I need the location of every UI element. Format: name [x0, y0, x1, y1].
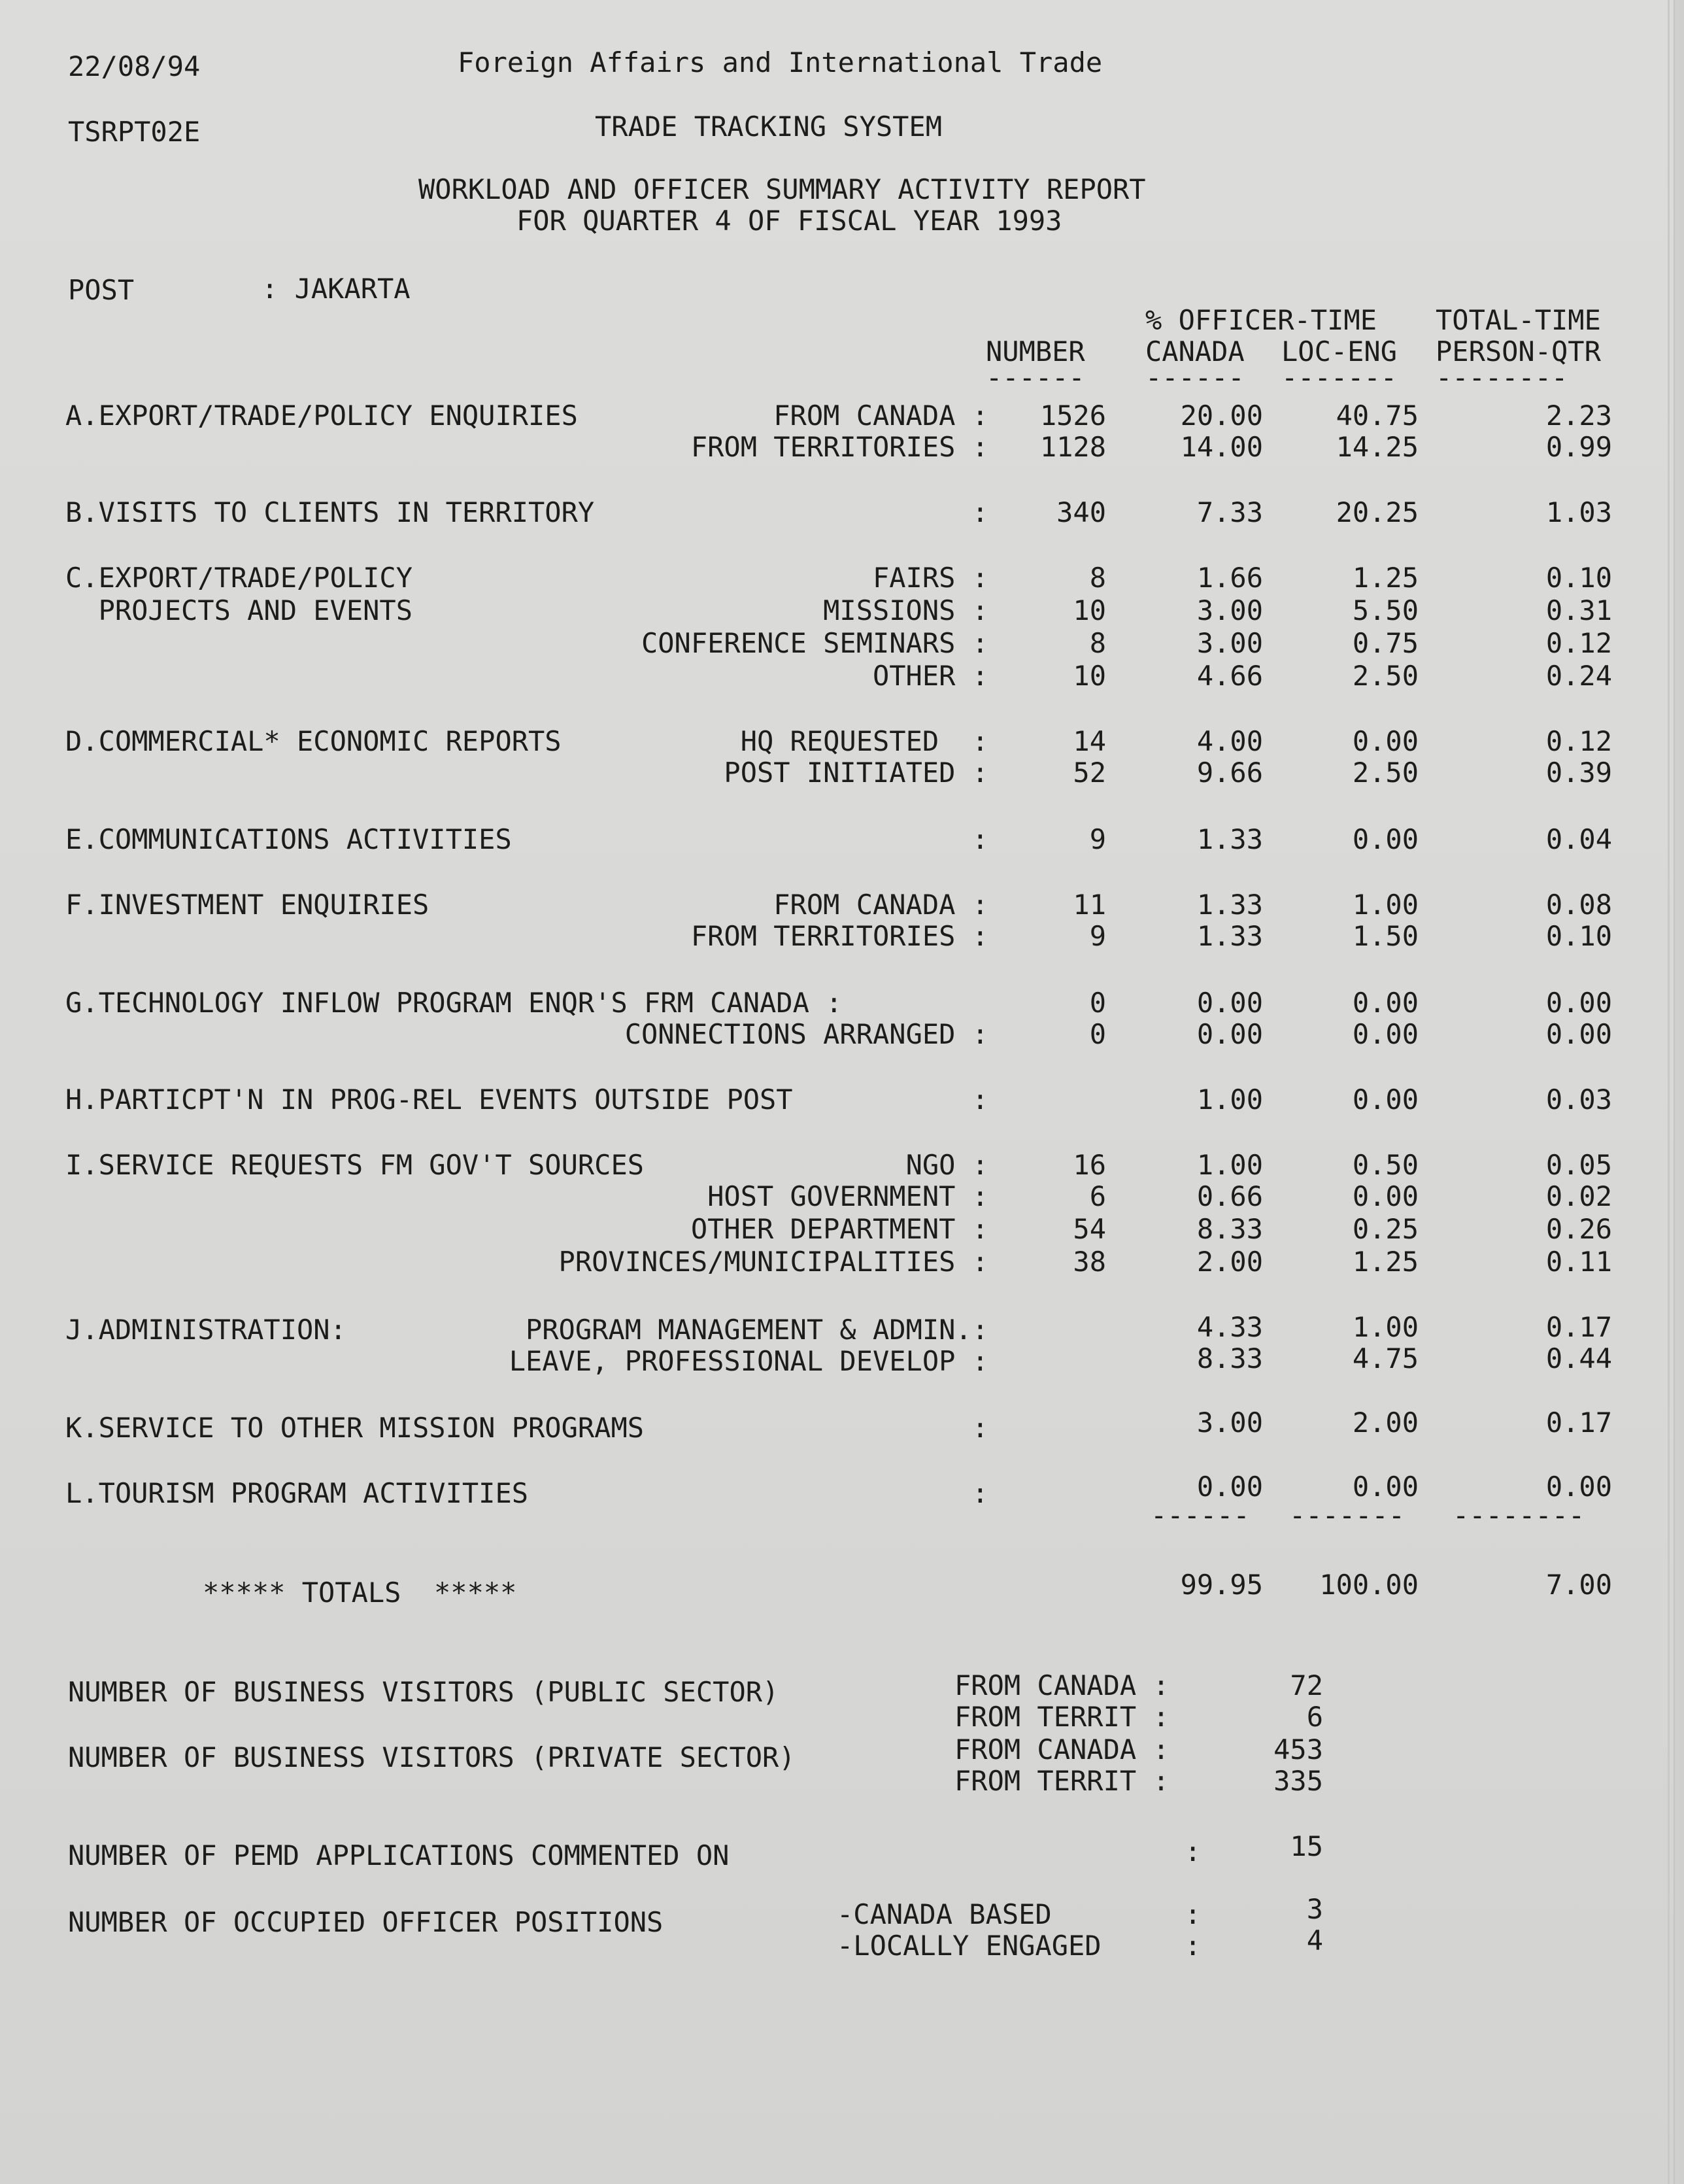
total-time-heading: TOTAL-TIME — [1436, 304, 1601, 336]
row-i2-number: 6 — [1089, 1180, 1106, 1212]
report-code: TSRPT02E — [68, 116, 201, 148]
row-i2-sub: HOST GOVERNMENT : — [707, 1180, 988, 1212]
row-k-category: K.SERVICE TO OTHER MISSION PROGRAMS — [65, 1412, 645, 1444]
row-c4-sub: OTHER : — [872, 660, 988, 692]
public-visitors-label: NUMBER OF BUSINESS VISITORS (PUBLIC SECTOR) — [68, 1676, 779, 1708]
public-from-canada-value: 72 — [1290, 1669, 1323, 1701]
row-j1-personqtr: 0.17 — [1545, 1311, 1612, 1343]
row-c3-number: 8 — [1089, 627, 1106, 659]
row-j1-canada: 4.33 — [1196, 1311, 1263, 1343]
row-f2-canada: 1.33 — [1196, 920, 1263, 952]
totals-personqtr: 7.00 — [1545, 1569, 1612, 1601]
row-f1-number: 11 — [1073, 889, 1106, 921]
pct-officer-time-heading: % OFFICER-TIME — [1145, 304, 1377, 336]
row-l-canada: 0.00 — [1196, 1471, 1263, 1503]
row-d-category: D.COMMERCIAL* ECONOMIC REPORTS — [65, 725, 562, 757]
canada-based-colon: : — [1185, 1898, 1202, 1930]
row-g1-personqtr: 0.00 — [1545, 987, 1612, 1019]
row-c4-number: 10 — [1073, 660, 1106, 692]
row-d2-sub: POST INITIATED : — [724, 757, 988, 789]
row-i1-canada: 1.00 — [1196, 1149, 1263, 1181]
row-i-category: I.SERVICE REQUESTS FM GOV'T SOURCES — [65, 1149, 645, 1181]
row-g2-canada: 0.00 — [1196, 1018, 1263, 1050]
row-c-category: C.EXPORT/TRADE/POLICY — [65, 562, 413, 594]
row-a2-canada: 14.00 — [1180, 431, 1263, 463]
row-c4-loceng: 2.50 — [1352, 660, 1419, 692]
row-d2-loceng: 2.50 — [1352, 757, 1419, 789]
row-i2-personqtr: 0.02 — [1545, 1180, 1612, 1212]
row-i2-loceng: 0.00 — [1352, 1180, 1419, 1212]
row-g2-number: 0 — [1089, 1018, 1106, 1050]
row-c1-sub: FAIRS : — [872, 562, 988, 594]
row-d1-sub: HQ REQUESTED : — [740, 725, 988, 757]
row-c2-number: 10 — [1073, 594, 1106, 626]
paper-edge-line — [1668, 0, 1670, 2184]
loc-eng-underline: ------- — [1281, 362, 1398, 394]
row-a-category: A.EXPORT/TRADE/POLICY ENQUIRIES — [65, 400, 578, 432]
row-d1-canada: 4.00 — [1196, 725, 1263, 757]
row-j-category: J.ADMINISTRATION: — [65, 1314, 346, 1346]
loc-eng-heading: LOC-ENG — [1281, 335, 1398, 367]
row-l-loceng: 0.00 — [1352, 1471, 1419, 1503]
private-visitors-label: NUMBER OF BUSINESS VISITORS (PRIVATE SECTOR) — [68, 1741, 796, 1773]
pemd-value: 15 — [1290, 1830, 1323, 1862]
row-k-personqtr: 0.17 — [1545, 1407, 1612, 1439]
row-g2-personqtr: 0.00 — [1545, 1018, 1612, 1050]
row-i3-personqtr: 0.26 — [1545, 1213, 1612, 1245]
totals-personqtr-underline: -------- — [1453, 1499, 1585, 1531]
row-e-category: E.COMMUNICATIONS ACTIVITIES — [65, 823, 512, 855]
row-l-sub: : — [971, 1477, 988, 1509]
canada-heading: CANADA — [1145, 335, 1245, 367]
row-g1-loceng: 0.00 — [1352, 987, 1419, 1019]
row-c3-loceng: 0.75 — [1352, 627, 1419, 659]
private-from-canada-value: 453 — [1273, 1733, 1323, 1766]
row-h-sub: : — [971, 1083, 988, 1116]
pemd-label: NUMBER OF PEMD APPLICATIONS COMMENTED ON — [68, 1839, 730, 1871]
totals-label: ***** TOTALS ***** — [203, 1577, 517, 1609]
row-b-sub: : — [971, 496, 988, 528]
canada-based-value: 3 — [1306, 1893, 1323, 1925]
person-qtr-underline: -------- — [1436, 362, 1568, 394]
row-a1-personqtr: 2.23 — [1545, 400, 1612, 432]
row-b-canada: 7.33 — [1196, 496, 1263, 528]
row-d1-personqtr: 0.12 — [1545, 725, 1612, 757]
row-c1-number: 8 — [1089, 562, 1106, 594]
public-from-territ-value: 6 — [1306, 1701, 1323, 1733]
row-a1-number: 1526 — [1039, 400, 1106, 432]
canada-underline: ------ — [1145, 362, 1245, 394]
public-from-canada-label: FROM CANADA : — [954, 1669, 1170, 1701]
row-k-loceng: 2.00 — [1352, 1407, 1419, 1439]
row-g-category: G.TECHNOLOGY INFLOW PROGRAM ENQR'S FRM CANADA : — [65, 987, 843, 1019]
row-i3-canada: 8.33 — [1196, 1213, 1263, 1245]
row-e-loceng: 0.00 — [1352, 823, 1419, 855]
row-h-canada: 1.00 — [1196, 1083, 1263, 1116]
row-f1-canada: 1.33 — [1196, 889, 1263, 921]
row-k-sub: : — [971, 1412, 988, 1444]
row-j2-canada: 8.33 — [1196, 1342, 1263, 1374]
row-i3-loceng: 0.25 — [1352, 1213, 1419, 1245]
row-d1-loceng: 0.00 — [1352, 725, 1419, 757]
row-f2-personqtr: 0.10 — [1545, 920, 1612, 952]
row-h-loceng: 0.00 — [1352, 1083, 1419, 1116]
private-from-canada-label: FROM CANADA : — [954, 1733, 1170, 1766]
row-c2-sub: MISSIONS : — [823, 594, 988, 626]
row-d2-number: 52 — [1073, 757, 1106, 789]
row-i3-number: 54 — [1073, 1213, 1106, 1245]
row-g1-canada: 0.00 — [1196, 987, 1263, 1019]
row-i1-loceng: 0.50 — [1352, 1149, 1419, 1181]
row-c3-canada: 3.00 — [1196, 627, 1263, 659]
row-g2-loceng: 0.00 — [1352, 1018, 1419, 1050]
positions-label: NUMBER OF OCCUPIED OFFICER POSITIONS — [68, 1906, 664, 1938]
row-c1-personqtr: 0.10 — [1545, 562, 1612, 594]
row-d2-personqtr: 0.39 — [1545, 757, 1612, 789]
row-k-canada: 3.00 — [1196, 1407, 1263, 1439]
row-l-category: L.TOURISM PROGRAM ACTIVITIES — [65, 1477, 529, 1509]
report-subtitle: FOR QUARTER 4 OF FISCAL YEAR 1993 — [516, 205, 1062, 237]
row-f2-loceng: 1.50 — [1352, 920, 1419, 952]
row-f1-sub: FROM CANADA : — [773, 889, 988, 921]
paper-edge — [1674, 0, 1684, 2184]
row-c1-canada: 1.66 — [1196, 562, 1263, 594]
post-label: POST — [68, 274, 135, 306]
totals-loceng: 100.00 — [1319, 1569, 1419, 1601]
row-h-category: H.PARTICPT'N IN PROG-REL EVENTS OUTSIDE POST — [65, 1083, 793, 1116]
row-i1-sub: NGO : — [905, 1149, 988, 1181]
row-i4-personqtr: 0.11 — [1545, 1246, 1612, 1278]
number-heading: NUMBER — [986, 335, 1085, 367]
row-c3-personqtr: 0.12 — [1545, 627, 1612, 659]
row-d1-number: 14 — [1073, 725, 1106, 757]
row-i1-personqtr: 0.05 — [1545, 1149, 1612, 1181]
row-c2-personqtr: 0.31 — [1545, 594, 1612, 626]
locally-engaged-value: 4 — [1306, 1924, 1323, 1956]
totals-loceng-underline: ------- — [1289, 1499, 1406, 1531]
row-c3-sub: CONFERENCE SEMINARS : — [641, 627, 988, 659]
number-underline: ------ — [986, 362, 1085, 394]
row-f-category: F.INVESTMENT ENQUIRIES — [65, 889, 429, 921]
row-h-personqtr: 0.03 — [1545, 1083, 1612, 1116]
row-a1-sub: FROM CANADA : — [773, 400, 988, 432]
row-i4-sub: PROVINCES/MUNICIPALITIES : — [558, 1246, 988, 1278]
report-title: WORKLOAD AND OFFICER SUMMARY ACTIVITY REPORT — [418, 173, 1146, 205]
row-f1-personqtr: 0.08 — [1545, 889, 1612, 921]
row-e-number: 9 — [1089, 823, 1106, 855]
row-f2-number: 9 — [1089, 920, 1106, 952]
row-c1-loceng: 1.25 — [1352, 562, 1419, 594]
row-i3-sub: OTHER DEPARTMENT : — [690, 1213, 988, 1245]
row-i4-loceng: 1.25 — [1352, 1246, 1419, 1278]
public-from-territ-label: FROM TERRIT : — [954, 1701, 1170, 1733]
row-j2-personqtr: 0.44 — [1545, 1342, 1612, 1374]
row-i4-number: 38 — [1073, 1246, 1106, 1278]
row-c-category-cont: PROJECTS AND EVENTS — [65, 594, 413, 626]
private-from-territ-label: FROM TERRIT : — [954, 1765, 1170, 1797]
row-e-sub: : — [971, 823, 988, 855]
row-j2-loceng: 4.75 — [1352, 1342, 1419, 1374]
post-value: : JAKARTA — [261, 273, 411, 305]
private-from-territ-value: 335 — [1273, 1765, 1323, 1797]
system-name: TRADE TRACKING SYSTEM — [595, 111, 943, 143]
locally-engaged-colon: : — [1185, 1930, 1202, 1962]
row-e-canada: 1.33 — [1196, 823, 1263, 855]
person-qtr-heading: PERSON-QTR — [1436, 335, 1601, 367]
row-c2-canada: 3.00 — [1196, 594, 1263, 626]
row-i2-canada: 0.66 — [1196, 1180, 1263, 1212]
row-a1-loceng: 40.75 — [1336, 400, 1419, 432]
row-a1-canada: 20.00 — [1180, 400, 1263, 432]
row-b-category: B.VISITS TO CLIENTS IN TERRITORY — [65, 496, 595, 528]
row-f2-sub: FROM TERRITORIES : — [690, 920, 988, 952]
row-c4-personqtr: 0.24 — [1545, 660, 1612, 692]
row-l-personqtr: 0.00 — [1545, 1471, 1612, 1503]
row-a2-loceng: 14.25 — [1336, 431, 1419, 463]
row-a2-number: 1128 — [1039, 431, 1106, 463]
row-g2-sub: CONNECTIONS ARRANGED : — [624, 1018, 988, 1050]
report-date: 22/08/94 — [68, 50, 201, 82]
canada-based-label: -CANADA BASED — [837, 1898, 1052, 1930]
row-a2-personqtr: 0.99 — [1545, 431, 1612, 463]
row-f1-loceng: 1.00 — [1352, 889, 1419, 921]
totals-canada: 99.95 — [1180, 1569, 1263, 1601]
row-j1-loceng: 1.00 — [1352, 1311, 1419, 1343]
row-j1-sub: PROGRAM MANAGEMENT & ADMIN.: — [525, 1314, 988, 1346]
row-b-loceng: 20.25 — [1336, 496, 1419, 528]
locally-engaged-label: -LOCALLY ENGAGED — [837, 1930, 1102, 1962]
department-name: Foreign Affairs and International Trade — [458, 46, 1103, 78]
totals-canada-underline: ------ — [1151, 1499, 1250, 1531]
row-j2-sub: LEAVE, PROFESSIONAL DEVELOP : — [509, 1345, 988, 1377]
row-c4-canada: 4.66 — [1196, 660, 1263, 692]
row-b-number: 340 — [1056, 496, 1106, 528]
row-a2-sub: FROM TERRITORIES : — [690, 431, 988, 463]
row-e-personqtr: 0.04 — [1545, 823, 1612, 855]
row-g1-number: 0 — [1089, 987, 1106, 1019]
pemd-colon: : — [1185, 1835, 1202, 1868]
row-i4-canada: 2.00 — [1196, 1246, 1263, 1278]
row-i1-number: 16 — [1073, 1149, 1106, 1181]
row-c2-loceng: 5.50 — [1352, 594, 1419, 626]
row-b-personqtr: 1.03 — [1545, 496, 1612, 528]
row-d2-canada: 9.66 — [1196, 757, 1263, 789]
